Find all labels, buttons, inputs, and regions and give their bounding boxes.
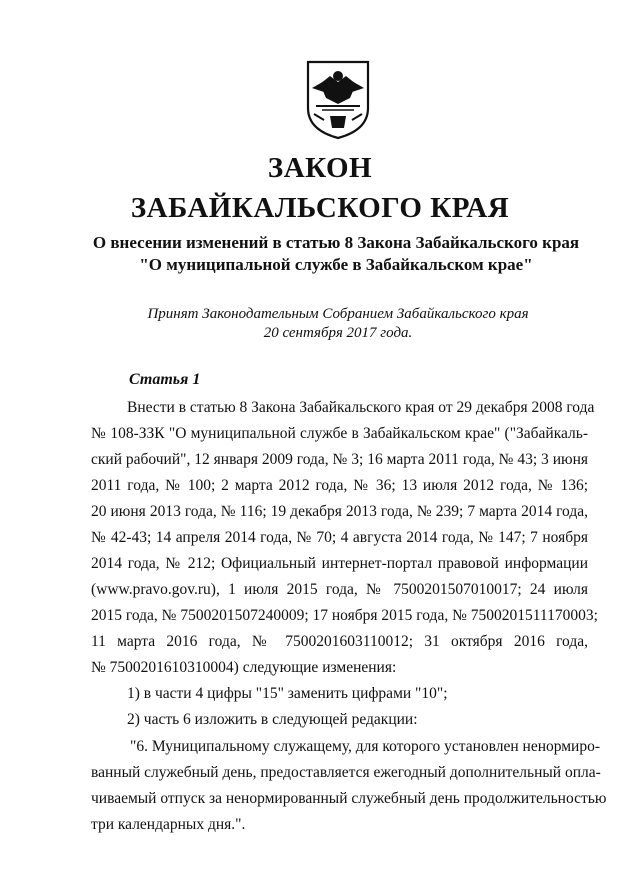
quoted-text-line: три календарных дня.".: [91, 816, 246, 833]
amendment-item-1: 1) в части 4 цифры "15" заменить цифрами "10";: [127, 685, 448, 702]
article-heading: Статья 1: [129, 371, 201, 388]
body-line: ский рабочий", 12 января 2009 года, № 3; 16 марта 2011 года, № 43; 3 июня: [91, 451, 588, 468]
body-line: (www.pravo.gov.ru), 1 июля 2015 года, № 7500201507010017; 24 июля: [91, 581, 588, 598]
amendment-item-2: 2) часть 6 изложить в следующей редакции:: [127, 711, 418, 728]
body-line: 11 марта 2016 года, № 7500201603110012; 31 октября 2016 года,: [91, 633, 588, 650]
quoted-text-line: чиваемый отпуск за ненормированный служебный день продолжительностью: [91, 790, 607, 807]
body-line: № 42-43; 14 апреля 2014 года, № 70; 4 августа 2014 года, № 147; 7 ноября: [91, 529, 588, 546]
quoted-text-line: ванный служебный день, предоставляется ежегодный дополнительный опла-: [91, 764, 601, 781]
law-subject-line-2: "О муниципальной службе в Забайкальском крае": [139, 255, 533, 274]
adoption-note-line-1: Принят Законодательным Собранием Забайкальского края: [147, 306, 529, 322]
body-line: 2014 года, № 212; Официальный интернет-портал правовой информации: [91, 555, 588, 572]
law-subject-line-1: О внесении изменений в статью 8 Закона Забайкальского края: [92, 233, 580, 252]
coat-of-arms-icon: [300, 58, 376, 140]
law-region-title: ЗАБАЙКАЛЬСКОГО КРАЯ: [130, 192, 510, 224]
body-line: 2011 года, № 100; 2 марта 2012 года, № 36; 13 июля 2012 года, № 136;: [91, 477, 588, 494]
body-line: № 7500201610310004) следующие изменения:: [91, 659, 397, 676]
body-line: 2015 года, № 7500201507240009; 17 ноября 2015 года, № 7500201511170003;: [91, 607, 598, 624]
body-line: № 108-ЗЗК "О муниципальной службе в Забайкальском крае" ("Забайкаль-: [91, 425, 588, 442]
body-line: Внести в статью 8 Закона Забайкальского края от 29 декабря 2008 года: [127, 399, 595, 416]
body-line: 20 июня 2013 года, № 116; 19 декабря 2013 года, № 239; 7 марта 2014 года,: [91, 503, 588, 520]
quoted-text-line: "6. Муниципальному служащему, для которого установлен ненормиро-: [130, 738, 601, 755]
law-title: ЗАКОН: [267, 152, 373, 184]
adoption-date: 20 сентября 2017 года.: [263, 325, 413, 341]
